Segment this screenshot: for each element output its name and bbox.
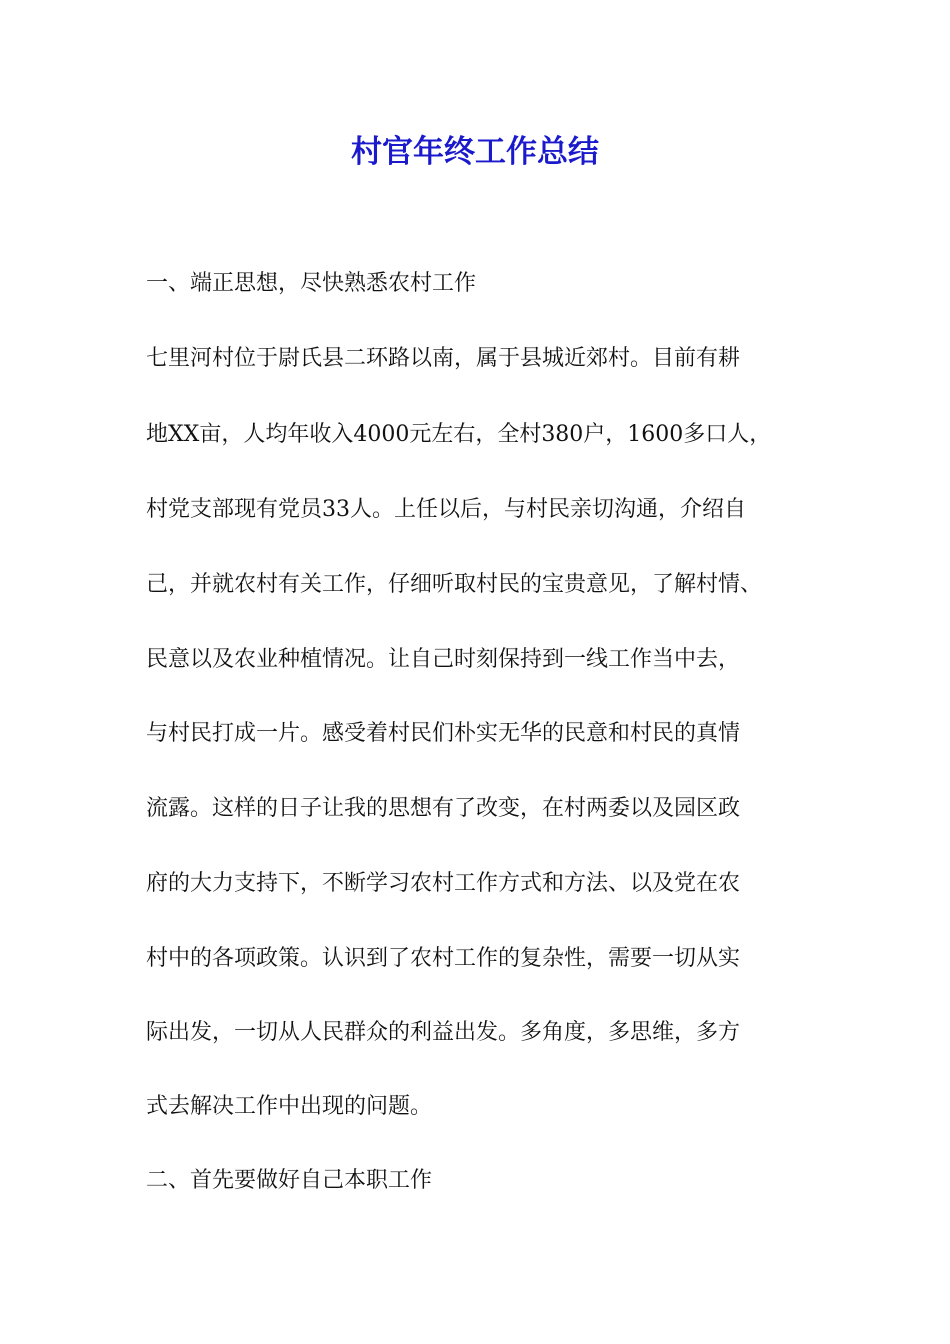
paragraph-line: 府的大力支持下，不断学习农村工作方式和方法、以及党在农	[146, 871, 741, 896]
paragraph-line: 七里河村位于尉氏县二环路以南，属于县城近郊村。目前有耕	[146, 346, 741, 371]
paragraph-line: 流露。这样的日子让我的思想有了改变，在村两委以及园区政	[146, 796, 741, 821]
section-heading-1: 一、端正思想，尽快熟悉农村工作	[146, 271, 477, 296]
paragraph-line: 与村民打成一片。感受着村民们朴实无华的民意和村民的真情	[146, 721, 741, 746]
section-heading-2: 二、首先要做好自己本职工作	[146, 1168, 433, 1193]
paragraph-line: 民意以及农业种植情况。让自己时刻保持到一线工作当中去，	[146, 647, 741, 672]
paragraph-line: 村党支部现有党员33人。上任以后，与村民亲切沟通，介绍自	[146, 497, 746, 522]
document-title: 村官年终工作总结	[351, 134, 599, 170]
paragraph-line: 际出发，一切从人民群众的利益出发。多角度，多思维，多方	[146, 1020, 741, 1045]
paragraph-line: 村中的各项政策。认识到了农村工作的复杂性，需要一切从实	[146, 946, 741, 971]
paragraph-line: 己，并就农村有关工作，仔细听取村民的宝贵意见，了解村情、	[146, 572, 763, 597]
paragraph-line: 式去解决工作中出现的问题。	[146, 1094, 433, 1119]
paragraph-line: 地XX亩，人均年收入4000元左右，全村380户，1600多口人，	[146, 422, 772, 447]
